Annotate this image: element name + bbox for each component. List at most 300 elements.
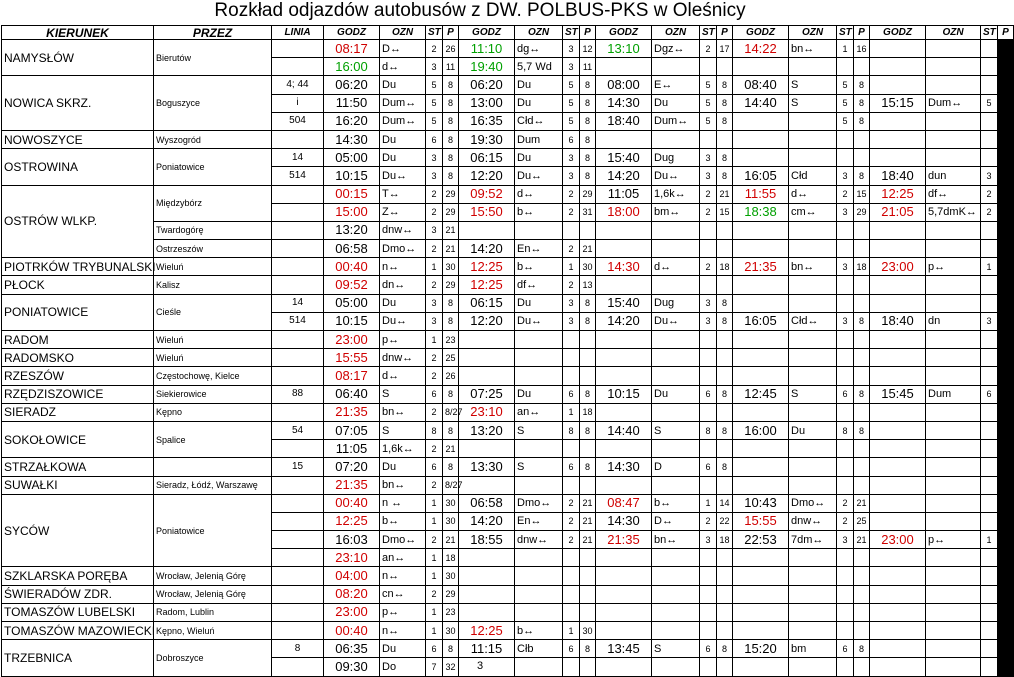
line-cell: 15 [272,458,324,476]
stand-cell: 6 [700,640,717,658]
line-cell [272,585,324,603]
table-row [2,385,1014,403]
designation-cell [926,440,981,458]
destination-cell: RZĘDZISZOWICE [2,385,154,403]
platform-cell [854,403,870,421]
via-cell: Poniatowice [154,149,272,185]
designation-cell: dn [926,312,981,330]
platform-cell: 11 [580,58,596,76]
platform-cell [998,476,1014,494]
platform-cell: 8 [998,312,1014,330]
column-header: ST [426,26,443,40]
stand-cell: 2 [700,512,717,530]
stand-cell: 3 [563,58,580,76]
departure-time: 11:10 [459,40,515,58]
platform-cell [854,276,870,294]
column-header: P [580,26,596,40]
designation-cell: an↔ [515,403,563,421]
stand-cell: 3 [700,312,717,330]
designation-cell [515,476,563,494]
platform-cell: 12 [580,40,596,58]
column-header: P [443,26,459,40]
stand-cell: 1 [426,331,443,349]
stand-cell: 5 [426,76,443,94]
departure-time: 15:55 [733,512,789,530]
stand-cell: 2 [700,203,717,221]
destination-cell: SUWAŁKI [2,476,154,494]
platform-cell: 30 [443,622,459,640]
stand-cell: 1 [426,494,443,512]
stand-cell [981,440,998,458]
platform-cell: 23 [998,531,1014,549]
platform-cell: 30 [443,494,459,512]
platform-cell: 8 [580,167,596,185]
line-cell [272,549,324,567]
platform-cell [854,567,870,585]
designation-cell: Dug [652,294,700,312]
line-cell [272,440,324,458]
platform-cell: 17 [717,40,733,58]
departure-time [596,440,652,458]
departure-time: 06:58 [459,494,515,512]
platform-cell: 8 [443,94,459,112]
departure-time: 23:10 [459,403,515,421]
stand-cell: 6 [426,458,443,476]
via-cell: Wieluń [154,258,272,276]
stand-cell [563,367,580,385]
departure-time [459,603,515,621]
designation-cell: dnw↔ [515,531,563,549]
designation-cell [789,349,837,367]
page-number: 3 [476,660,484,672]
platform-cell: 26 [443,40,459,58]
platform-cell [854,58,870,76]
stand-cell [700,331,717,349]
designation-cell [652,240,700,258]
departure-time: 18:40 [870,312,926,330]
destination-cell: RADOM [2,331,154,349]
table-row [2,640,1014,658]
destination-cell: OSTRÓW WLKP. [2,185,154,258]
stand-cell: 6 [837,640,854,658]
via-cell: Wyszogród [154,130,272,148]
platform-cell [717,130,733,148]
departure-time: 14:40 [733,94,789,112]
designation-cell [926,276,981,294]
departure-time [733,567,789,585]
platform-cell: 23 [443,331,459,349]
via-cell: Spalice [154,421,272,457]
designation-cell [926,240,981,258]
stand-cell [837,622,854,640]
stand-cell [837,331,854,349]
departure-time: 19:40 [459,58,515,76]
designation-cell [926,476,981,494]
platform-cell [580,567,596,585]
designation-cell: Dum↔ [380,94,426,112]
designation-cell [789,603,837,621]
stand-cell [981,421,998,439]
designation-cell: bn↔ [380,476,426,494]
stand-cell: 2 [426,403,443,421]
departure-time: 06:20 [459,76,515,94]
departure-time: 16:20 [324,112,380,130]
designation-cell: Du↔ [515,312,563,330]
platform-cell: 30 [580,258,596,276]
departure-time: 04:00 [324,567,380,585]
designation-cell: d↔ [380,367,426,385]
designation-cell [789,403,837,421]
designation-cell: cm↔ [789,203,837,221]
departure-time [870,585,926,603]
stand-cell: 1 [837,40,854,58]
departure-time: 21:05 [870,203,926,221]
designation-cell [789,585,837,603]
platform-cell: 22 [717,512,733,530]
via-cell: Radom, Lublin [154,603,272,621]
platform-cell [998,622,1014,640]
platform-cell [998,458,1014,476]
platform-cell [854,440,870,458]
platform-cell [580,549,596,567]
designation-cell: Dum [926,385,981,403]
departure-time [733,276,789,294]
designation-cell: Du↔ [652,312,700,330]
platform-cell: 8 [717,94,733,112]
designation-cell: Du [652,385,700,403]
stand-cell: 6 [981,385,998,403]
platform-cell: 8/27 [443,476,459,494]
designation-cell: Du [515,385,563,403]
designation-cell: Du [515,149,563,167]
via-cell: Boguszyce [154,76,272,131]
platform-cell: 8 [717,640,733,658]
stand-cell [981,149,998,167]
destination-cell: NOWICA SKRZ. [2,76,154,131]
departure-time [459,549,515,567]
designation-cell: Dmo↔ [380,531,426,549]
designation-cell [515,567,563,585]
line-cell [272,58,324,76]
departure-time: 09:30 [324,658,380,676]
departure-time [733,149,789,167]
departure-time: 11:50 [324,94,380,112]
stand-cell: 2 [426,367,443,385]
designation-cell: Du↔ [652,167,700,185]
designation-cell [652,367,700,385]
via-cell: Poniatowice [154,494,272,567]
stand-cell: 2 [563,512,580,530]
line-cell: 514 [272,167,324,185]
departure-time: 11:05 [324,440,380,458]
designation-cell: bn↔ [380,403,426,421]
line-cell [272,512,324,530]
table-row [2,603,1014,621]
via-cell: Wrocław, Jelenią Górę [154,567,272,585]
departure-time: 06:15 [459,149,515,167]
designation-cell [926,130,981,148]
platform-cell [854,549,870,567]
column-header: OZN [789,26,837,40]
designation-cell [515,349,563,367]
stand-cell: 1 [981,531,998,549]
line-cell [272,130,324,148]
designation-cell [515,549,563,567]
stand-cell [981,367,998,385]
designation-cell: En↔ [515,512,563,530]
stand-cell: 2 [426,40,443,58]
departure-time [459,585,515,603]
designation-cell [926,603,981,621]
stand-cell: 2 [426,585,443,603]
designation-cell [926,76,981,94]
column-header: ST [981,26,998,40]
stand-cell [981,349,998,367]
designation-cell [926,58,981,76]
designation-cell: bn↔ [789,40,837,58]
departure-time [596,130,652,148]
stand-cell [837,130,854,148]
designation-cell [652,58,700,76]
departure-time [870,549,926,567]
platform-cell: 18 [443,549,459,567]
table-row [2,130,1014,148]
platform-cell: 8 [580,294,596,312]
departure-time [596,476,652,494]
designation-cell: Du [652,94,700,112]
departure-time [459,221,515,239]
departure-time [870,58,926,76]
designation-cell [926,549,981,567]
departure-time: 10:15 [324,312,380,330]
stand-cell: 3 [837,167,854,185]
departure-time [596,603,652,621]
stand-cell [563,331,580,349]
designation-cell [789,331,837,349]
departure-time: 00:40 [324,258,380,276]
column-header: ST [563,26,580,40]
via-cell: Częstochowę, Kielce [154,367,272,385]
platform-cell: 16 [854,40,870,58]
table-row [2,149,1014,167]
platform-cell: 29 [443,185,459,203]
platform-cell: 8 [854,640,870,658]
platform-cell [717,440,733,458]
stand-cell: 2 [426,440,443,458]
platform-cell: 8 [854,421,870,439]
designation-cell: 1,6k↔ [380,440,426,458]
designation-cell [652,622,700,640]
timetable [1,25,1014,677]
platform-cell [998,567,1014,585]
table-row [2,567,1014,585]
stand-cell: 6 [426,130,443,148]
stand-cell: 3 [426,149,443,167]
departure-time: 06:58 [324,240,380,258]
designation-cell: dn↔ [380,276,426,294]
platform-cell [998,221,1014,239]
platform-cell: 8 [998,94,1014,112]
designation-cell [515,367,563,385]
departure-time: 21:35 [324,403,380,421]
designation-cell [926,421,981,439]
designation-cell: 7dm↔ [789,531,837,549]
column-header: GODZ [459,26,515,40]
departure-time: 08:17 [324,40,380,58]
departure-time: 13:20 [324,221,380,239]
column-header: P [717,26,733,40]
platform-cell: 21 [443,440,459,458]
designation-cell: cn↔ [380,585,426,603]
stand-cell [981,658,998,676]
platform-cell [998,421,1014,439]
stand-cell: 3 [426,58,443,76]
destination-cell: RADOMSKO [2,349,154,367]
stand-cell: 2 [426,185,443,203]
departure-time: 19:30 [459,130,515,148]
designation-cell [652,603,700,621]
platform-cell: 11 [443,58,459,76]
stand-cell [981,331,998,349]
designation-cell: 1,6k↔ [652,185,700,203]
platform-cell [580,603,596,621]
table-row [2,458,1014,476]
line-cell [272,367,324,385]
designation-cell: bn↔ [652,531,700,549]
designation-cell [515,440,563,458]
departure-time [733,112,789,130]
departure-time: 18:55 [459,531,515,549]
platform-cell: 8 [580,94,596,112]
departure-time: 12:25 [459,276,515,294]
platform-cell [717,367,733,385]
departure-time [870,458,926,476]
departure-time: 14:30 [596,458,652,476]
departure-time: 12:45 [733,385,789,403]
designation-cell: dnw↔ [789,512,837,530]
designation-cell [789,149,837,167]
departure-time [596,349,652,367]
platform-cell: 21 [443,240,459,258]
designation-cell [652,331,700,349]
designation-cell: S [652,640,700,658]
designation-cell: Do [380,658,426,676]
via-cell: Wrocław, Jelenią Górę [154,585,272,603]
table-row [2,294,1014,312]
column-header: GODZ [596,26,652,40]
departure-time: 15:00 [324,203,380,221]
platform-cell [580,476,596,494]
stand-cell: 3 [837,531,854,549]
designation-cell: b↔ [515,258,563,276]
stand-cell: 6 [563,458,580,476]
departure-time: 14:30 [596,258,652,276]
stand-cell [981,622,998,640]
departure-time: 13:30 [459,458,515,476]
platform-cell [998,130,1014,148]
designation-cell: p↔ [380,331,426,349]
designation-cell: n ↔ [380,494,426,512]
stand-cell [981,58,998,76]
line-cell: 54 [272,421,324,439]
platform-cell [998,658,1014,676]
platform-cell: 8 [717,421,733,439]
departure-time: 21:35 [324,476,380,494]
designation-cell [926,221,981,239]
via-cell: Cieśle [154,294,272,330]
stand-cell [837,240,854,258]
stand-cell: 5 [426,94,443,112]
designation-cell: Du [380,76,426,94]
platform-cell: 8 [443,167,459,185]
designation-cell [926,112,981,130]
departure-time: 07:25 [459,385,515,403]
departure-time [870,512,926,530]
designation-cell [515,585,563,603]
platform-cell [854,331,870,349]
designation-cell: Du [380,149,426,167]
stand-cell: 5 [700,94,717,112]
designation-cell: n↔ [380,567,426,585]
designation-cell: p↔ [926,531,981,549]
designation-cell: Dum↔ [926,94,981,112]
stand-cell: 2 [426,276,443,294]
departure-time: 16:05 [733,167,789,185]
stand-cell: 3 [700,531,717,549]
departure-time: 10:15 [324,167,380,185]
departure-time [733,603,789,621]
designation-cell: p↔ [380,603,426,621]
designation-cell [926,294,981,312]
column-header: KIERUNEK [2,26,154,40]
departure-time [870,567,926,585]
designation-cell [652,276,700,294]
platform-cell [580,331,596,349]
via-cell: Wieluń [154,349,272,367]
line-cell [272,603,324,621]
stand-cell: 3 [837,203,854,221]
stand-cell [700,221,717,239]
designation-cell [926,40,981,58]
departure-time: 14:30 [596,94,652,112]
designation-cell: S [789,385,837,403]
departure-time: 15:50 [459,203,515,221]
stand-cell [700,403,717,421]
platform-cell: 8 [998,167,1014,185]
designation-cell [789,622,837,640]
stand-cell: 2 [563,240,580,258]
destination-cell: PŁOCK [2,276,154,294]
platform-cell: 8 [580,640,596,658]
line-cell: 88 [272,385,324,403]
platform-cell [717,58,733,76]
table-row [2,240,1014,258]
designation-cell [926,567,981,585]
departure-time: 21:35 [596,531,652,549]
designation-cell [515,603,563,621]
departure-time: 23:00 [870,258,926,276]
departure-time: 14:40 [596,421,652,439]
platform-cell: 30 [443,512,459,530]
departure-time: 08:47 [596,494,652,512]
departure-time [870,331,926,349]
stand-cell: 2 [563,494,580,512]
stand-cell [563,476,580,494]
platform-cell [998,603,1014,621]
designation-cell: b↔ [515,622,563,640]
platform-cell: 15 [854,185,870,203]
departure-time: 11:05 [596,185,652,203]
